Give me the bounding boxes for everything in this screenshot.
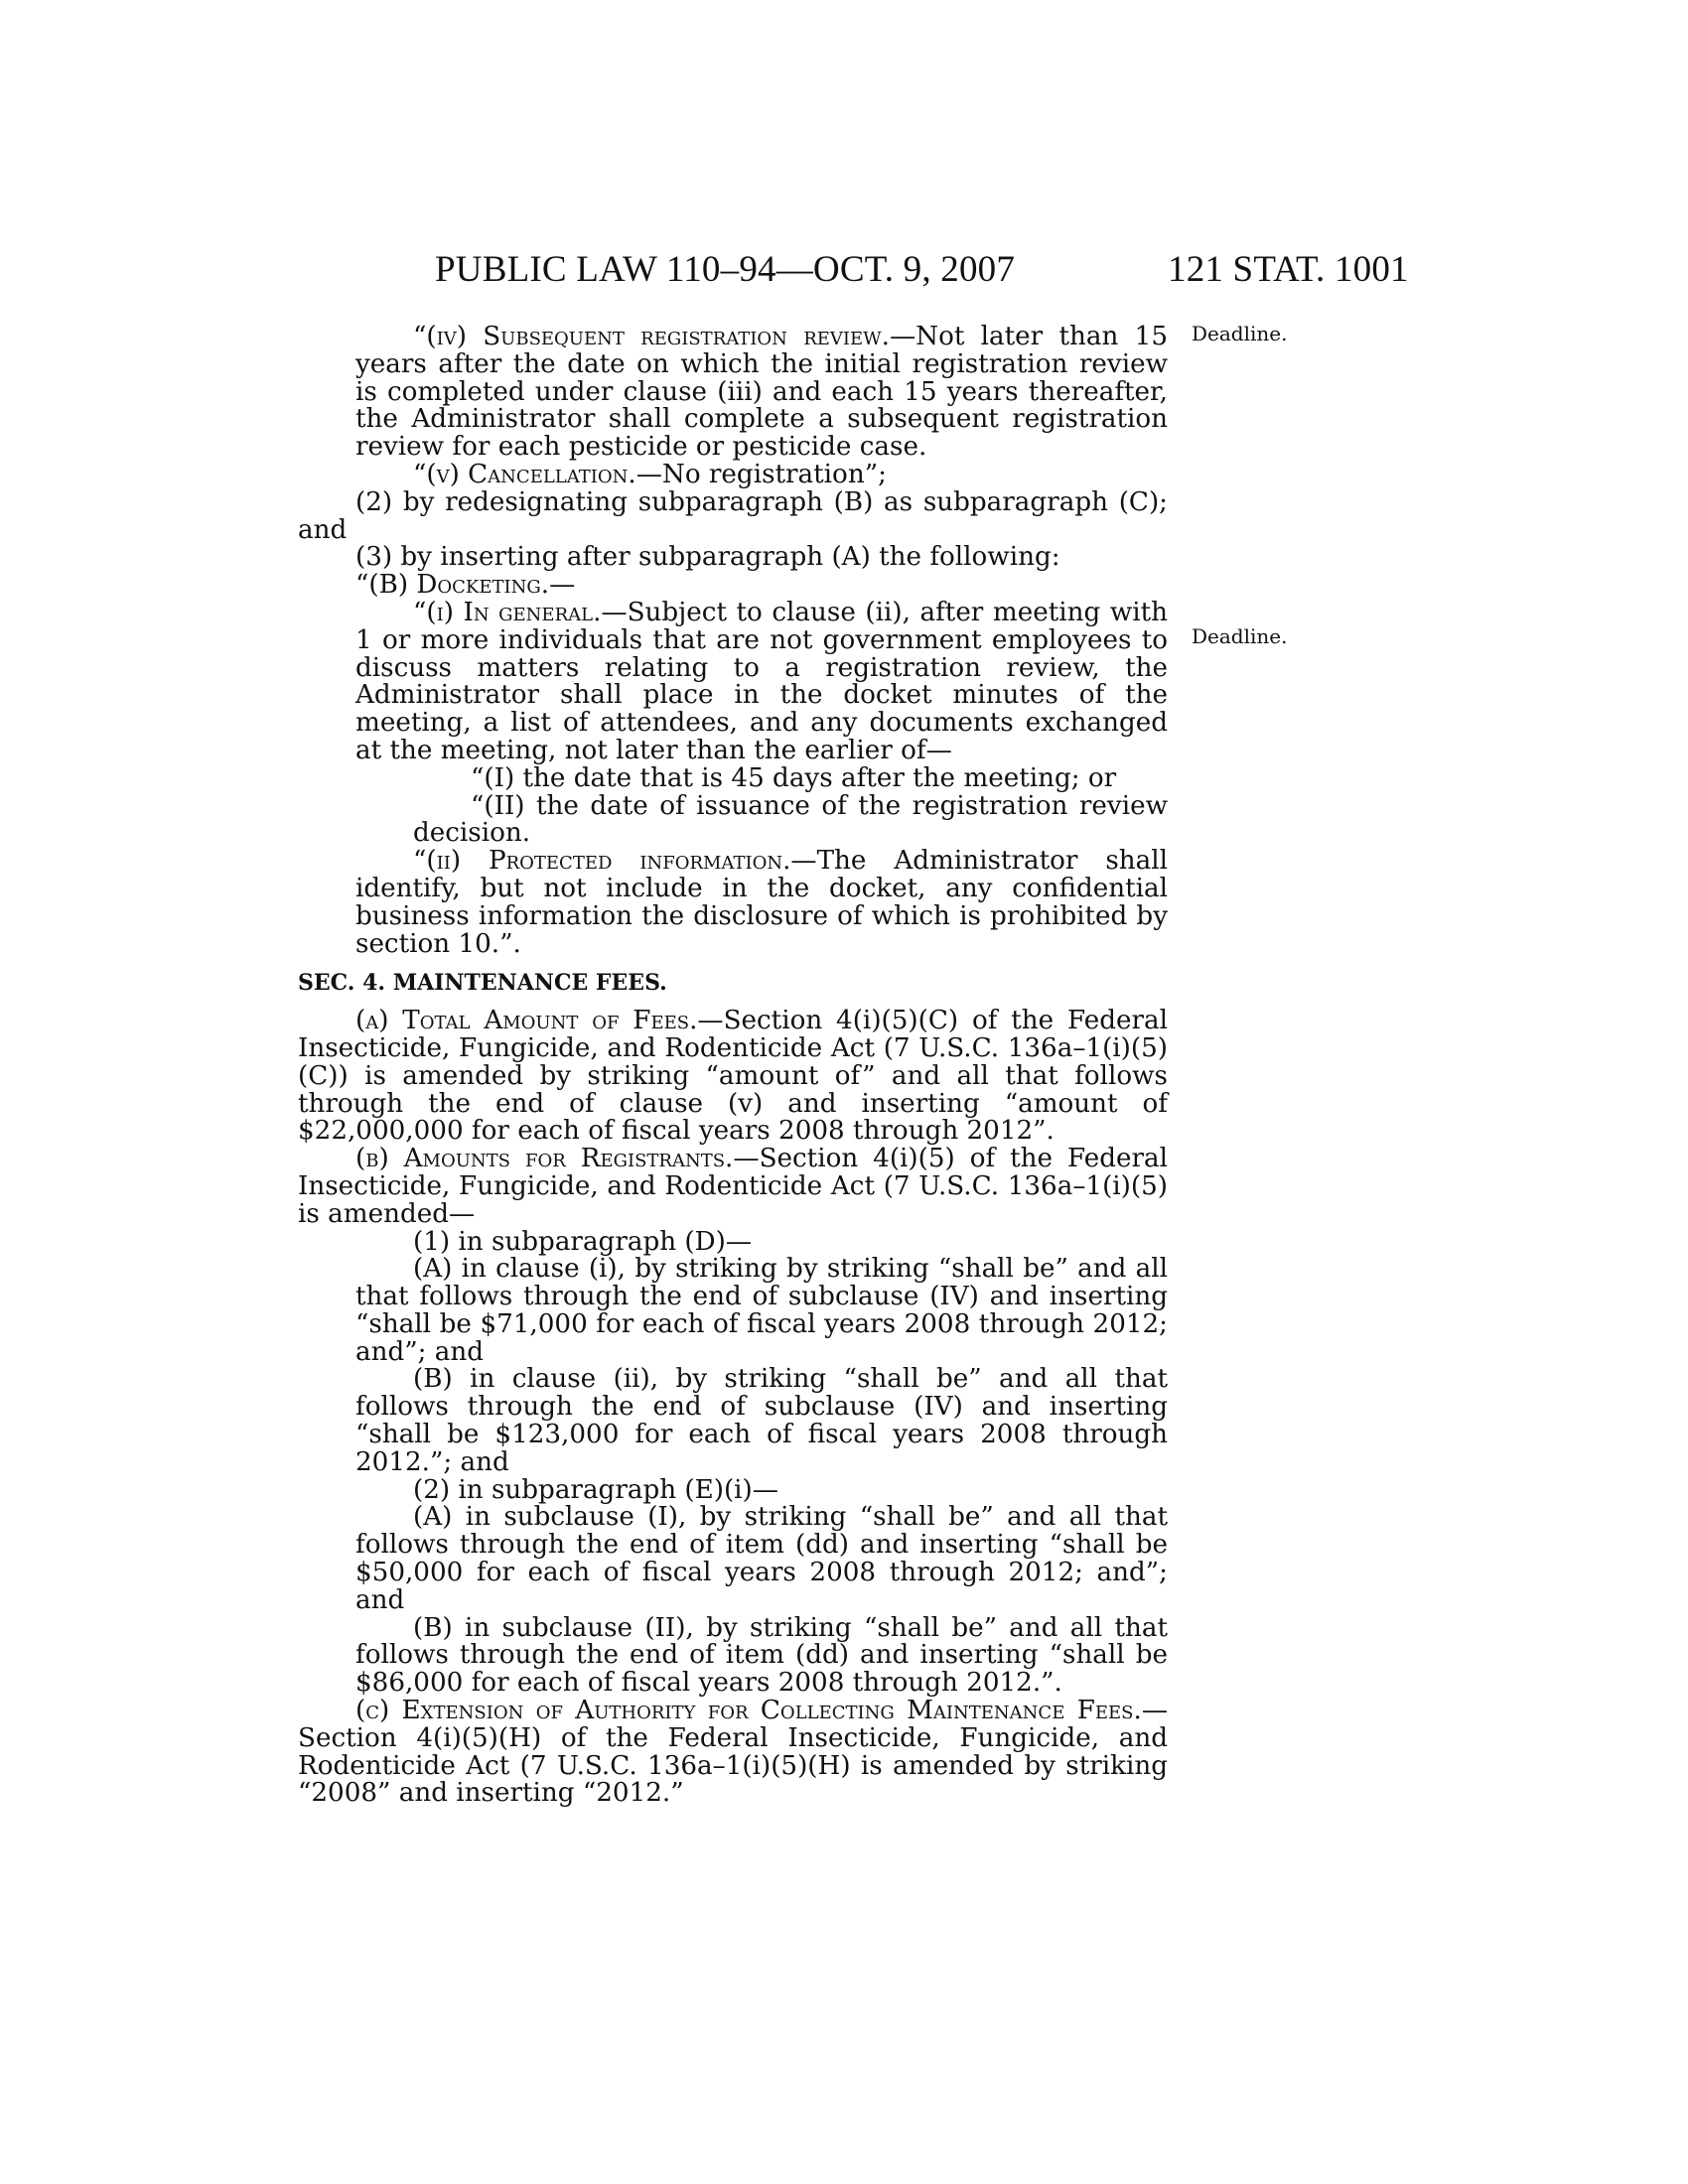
subsection-a [298, 1008, 1168, 1146]
subsection-heading: (c) Extension of Authority for Collecting Maintenance Fees. [355, 1696, 1142, 1726]
paragraph-protected-information [298, 848, 1168, 958]
section-heading: SEC. 4. MAINTENANCE FEES. [298, 970, 667, 997]
paragraph-heading: “(iv) Subsequent registration review. [413, 322, 890, 351]
paragraph-b2: (2) in subparagraph (E)(i)— [413, 1474, 778, 1505]
paragraph-inserting: (3) by inserting after subparagraph (A) the following: [355, 542, 1060, 573]
subsection-c [298, 1698, 1168, 1808]
paragraph-text: —No registration”; [635, 459, 887, 489]
running-header-law: PUBLIC LAW 110–94—OCT. 9, 2007 [435, 249, 1016, 290]
subsection-b [298, 1146, 1168, 1228]
paragraph-b1: (1) in subparagraph (D)— [413, 1226, 753, 1257]
paragraph-cancellation [298, 459, 1168, 489]
paragraph-b2-a: (A) in subclause (I), by striking “shall be” and all that follows through the end of item (dd) and inserting “shall be $50,000 for each of fiscal years 2008 through 2012; and”; and [355, 1502, 1168, 1615]
paragraph-docketing: “(B) Docketing.— [355, 570, 576, 601]
paragraph-text: —Not later than 15 years after the date on which the initial registration review is completed under clause (iii) and each 15 years thereafter, the Administrator shall complete a subsequent registration review for each pesticide or pesticide case. [355, 322, 1168, 463]
subclause-ii: “(II) the date of issuance of the registration review decision. [413, 790, 1168, 849]
paragraph-subsequent-registration-review [298, 324, 1168, 462]
paragraph-text: —Subject to clause (ii), after meeting with 1 or more individuals that are not government employees to discuss matters relating to a registration review, the Administrator shall place in the docket minutes of the meeting, a list of attendees, and any documents exchanged at the meeting, not later than the earlier of— [355, 597, 1168, 765]
paragraph-b2-b: (B) in subclause (II), by striking “shall be” and all that follows through the end of item (dd) and inserting “shall be $86,000 for each of fiscal years 2008 through 2012.”. [355, 1612, 1168, 1699]
paragraph-heading: “(ii) Protected information. [413, 846, 791, 877]
subsection-text: —Section 4(i)(5)(C) of the Federal Insecticide, Fungicide, and Rodenticide Act (7 U.S.C. 136a–1(i)(5)(C)) is amended by striking “amount of” and all that follows through the end of clause (v) and inserting “amount of $22,000,000 for each of fiscal years 2008 through 2012”. [298, 1006, 1168, 1147]
paragraph-heading: “(v) Cancellation. [413, 459, 636, 489]
subclause-i: “(I) the date that is 45 days after the meeting; or [471, 762, 1117, 793]
margin-note-deadline: Deadline. [1192, 322, 1288, 345]
subsection-text: —Section 4(i)(5)(H) of the Federal Insecticide, Fungicide, and Rodenticide Act (7 U.S.C. 136a–1(i)(5)(H) is amended by striking “2008” and inserting “2012.” [298, 1696, 1168, 1809]
paragraph-b1-b: (B) in clause (ii), by striking “shall be” and all that follows through the end of subclause (IV) and inserting “shall be $123,000 for each of fiscal years 2008 through 2012.”; and [355, 1364, 1168, 1477]
document-body [298, 324, 1168, 1808]
subsection-text: —Section 4(i)(5) of the Federal Insecticide, Fungicide, and Rodenticide Act (7 U.S.C. 136a–1(i)(5) is amended— [298, 1144, 1168, 1229]
paragraph-text: —The Administrator shall identify, but not include in the docket, any confidential business information the disclosure of which is prohibited by section 10.”. [355, 846, 1168, 959]
subsection-heading: (b) Amounts for Registrants. [355, 1144, 734, 1174]
margin-note-deadline: Deadline. [1192, 624, 1288, 648]
subsection-heading: (a) Total Amount of Fees. [355, 1006, 698, 1036]
paragraph-heading: “(i) In general. [413, 597, 602, 627]
paragraph-b1-a: (A) in clause (i), by striking by striking “shall be” and all that follows through the end of subclause (IV) and inserting “shall be $71,000 for each of fiscal years 2008 through 2012; and”; and [355, 1254, 1168, 1367]
paragraph-redesignating: (2) by redesignating subparagraph (B) as subparagraph (C); and [298, 486, 1168, 545]
paragraph-in-general [298, 597, 1168, 765]
running-header-statute-page: 121 STAT. 1001 [1168, 249, 1409, 290]
